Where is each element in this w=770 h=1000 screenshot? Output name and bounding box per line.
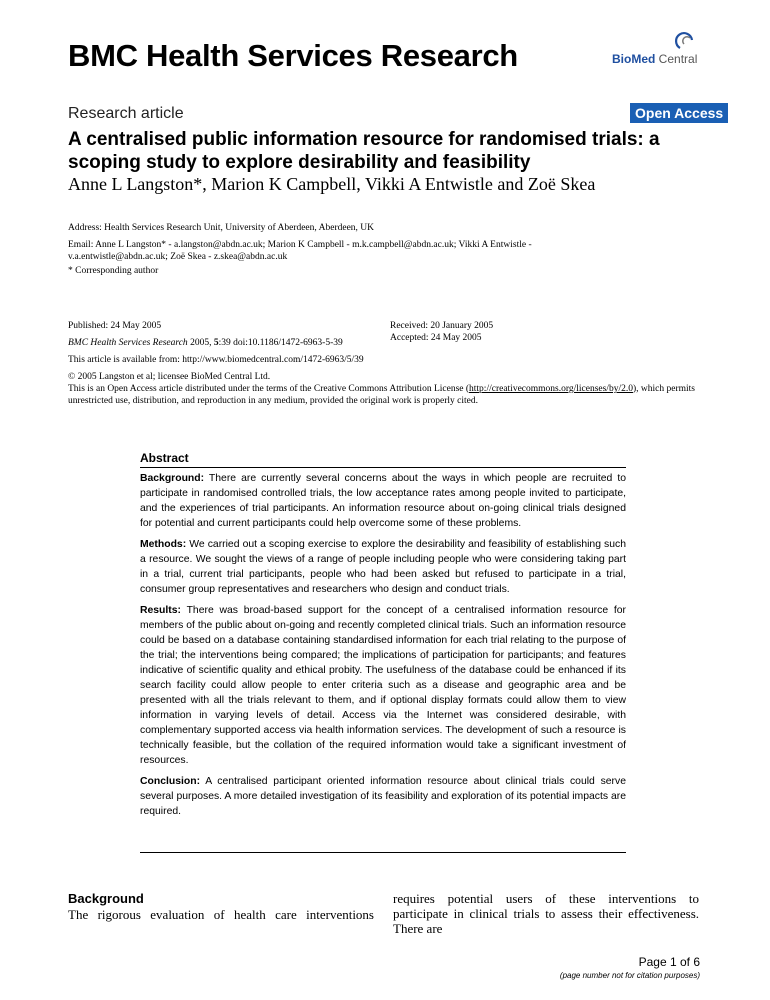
- copyright-license: [68, 371, 708, 407]
- open-access-badge: Open Access: [630, 103, 728, 123]
- abstract-heading: Abstract: [140, 451, 626, 468]
- journal-title: BMC Health Services Research: [68, 38, 518, 73]
- published-date: Published: 24 May 2005: [68, 321, 162, 331]
- abstract-results: Results: There was broad-based support for the concept of a centralised information resource for members of the public about on-going and recently completed clinical trials. Such an information resource could be based on a database containing standardised information for each trial relating to the purpose of the trial; the interventions being compared; the implications of participation for participants; and features indicative of scientific quality and ethical probity. The usefulness of the database could be enhanced if its search facility could allow people to enter criteria such as a disease and geographic area and be presented with all the trials relevant to them, and if optional display formats could allow them to view information in varying levels of detail. Access via the Internet was considered desirable, with complementary supported access via health information services. The development of such a resource is technically feasible, but the collation of the required information would take a significant investment of resources.: [140, 605, 626, 766]
- article-title: A centralised public information resource for randomised trials: a scoping study to explore desirability and feasibility: [68, 129, 660, 173]
- citation: BMC Health Services Research 2005, 5:39 doi:10.1186/1472-6963-5-39: [68, 338, 343, 348]
- section-heading-background: Background: [68, 891, 144, 906]
- abstract-divider: [140, 852, 626, 853]
- accepted-date: Accepted: 24 May 2005: [390, 333, 482, 343]
- availability: This article is available from: http://www.biomedcentral.com/1472-6963/5/39: [68, 355, 364, 365]
- license-text: This is an Open Access article distributed under the terms of the Creative Commons Attribution License (http://creativecommons.org/licenses/by/2.0), which permits unrestricted use, distribution, and reproduction in any medium, provided the original work is properly cited.: [68, 384, 695, 406]
- article-type: Research article: [68, 105, 184, 122]
- logo-text: BioMed Central: [612, 52, 698, 66]
- body-column-left: The rigorous evaluation of health care interventions: [68, 907, 374, 922]
- corresponding-author-note: * Corresponding author: [68, 266, 159, 276]
- copyright: © 2005 Langston et al; licensee BioMed Central Ltd.: [68, 372, 271, 382]
- received-accepted: [390, 320, 493, 344]
- logo-mark-icon: [612, 30, 704, 54]
- license-link[interactable]: http://creativecommons.org/licenses/by/2.0: [469, 384, 633, 394]
- received-date: Received: 20 January 2005: [390, 321, 494, 331]
- body-column-right: requires potential users of these interventions to participate in clinical trials to assess their effectiveness. There are: [393, 891, 699, 936]
- abstract-methods: Methods: We carried out a scoping exercise to explore the desirability and feasibility of establishing such a resource. We sought the views of a range of people including people who were considering taking part in a trial, current trial participants, people who had been asked but refused to participate in a trial, consumer group representatives and researchers who design and conduct trials.: [140, 539, 626, 595]
- page-note: (page number not for citation purposes): [559, 971, 700, 980]
- abstract: [140, 451, 626, 825]
- biomed-central-logo[interactable]: [612, 30, 704, 70]
- abstract-background: Background: There are currently several concerns about the ways in which people are recruited to participate in randomised controlled trials, the low acceptance rates among people invited to participate, and the experiences of trial participants. An information resource about on-going clinical trials designed for potential and current participants could help overcome some of these problems.: [140, 473, 626, 529]
- address: Address: Health Services Research Unit, University of Aberdeen, Aberdeen, UK: [68, 223, 375, 233]
- email-list: Email: Anne L Langston* - a.langston@abdn.ac.uk; Marion K Campbell - m.k.campbell@abdn.ac.uk; Vikki A Entwistle - v.a.entwistle@abdn.ac.uk; Zoë Skea - z.skea@abdn.ac.uk: [68, 240, 532, 262]
- abstract-conclusion: Conclusion: A centralised participant oriented information resource about clinical trials could serve several purposes. A more detailed investigation of its feasibility and exploration of its potential impacts are required.: [140, 776, 626, 817]
- page-number: Page 1 of 6: [638, 955, 700, 969]
- authors: Anne L Langston*, Marion K Campbell, Vikki A Entwistle and Zoë Skea: [68, 174, 596, 194]
